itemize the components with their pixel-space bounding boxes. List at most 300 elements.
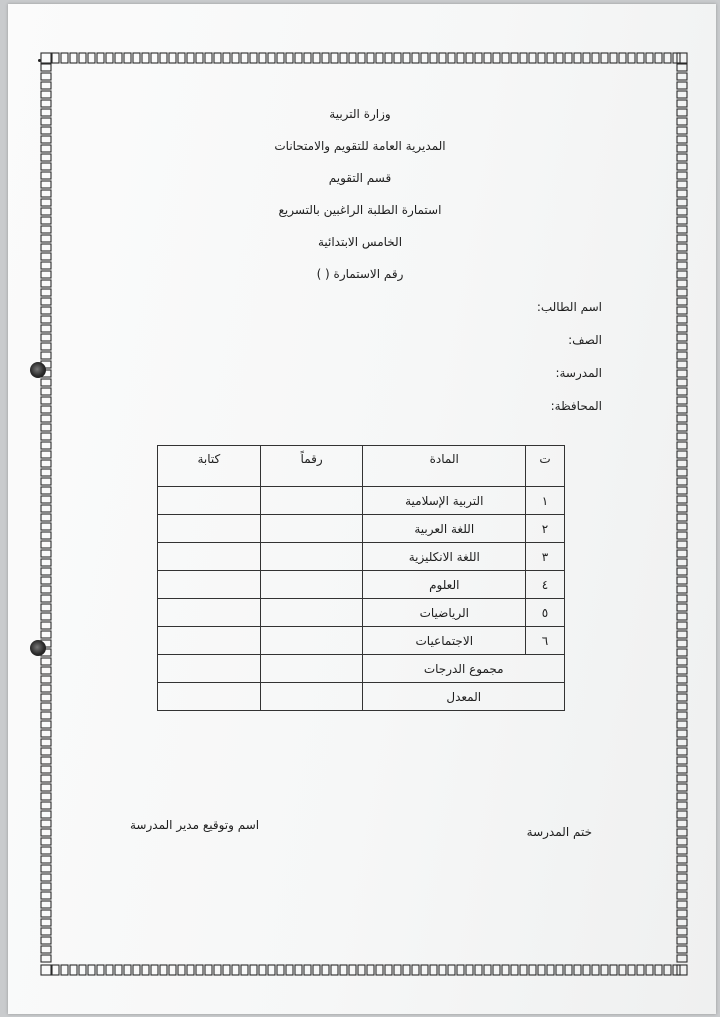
border-link	[41, 550, 51, 557]
border-link	[41, 658, 51, 665]
total-row	[158, 655, 565, 683]
border-link	[41, 163, 51, 170]
border-link	[331, 53, 338, 63]
principal-signature-label: اسم وتوقيع مدير المدرسة	[130, 818, 260, 832]
border-link	[430, 965, 437, 975]
border-link	[223, 53, 230, 63]
form-header	[200, 103, 520, 295]
border-link	[277, 965, 284, 975]
border-link	[547, 965, 554, 975]
punch-hole-bottom	[30, 640, 46, 656]
border-link	[677, 415, 687, 422]
border-link	[664, 965, 671, 975]
border-link	[106, 965, 113, 975]
border-link	[466, 53, 473, 63]
border-link	[677, 874, 687, 881]
border-link	[677, 604, 687, 611]
border-link	[677, 217, 687, 224]
border-link	[41, 253, 51, 260]
border-link	[331, 965, 338, 975]
row-subject: الرياضيات	[363, 599, 526, 627]
punch-hole-top	[30, 362, 46, 378]
average-row	[158, 683, 565, 711]
border-link	[677, 361, 687, 368]
border-link	[592, 965, 599, 975]
border-link	[259, 53, 266, 63]
border-link	[187, 965, 194, 975]
border-link	[677, 487, 687, 494]
border-link	[677, 568, 687, 575]
border-link	[677, 856, 687, 863]
border-link	[79, 965, 86, 975]
border-link	[41, 757, 51, 764]
border-link	[677, 235, 687, 242]
border-link	[232, 53, 239, 63]
border-link	[421, 53, 428, 63]
border-link	[41, 226, 51, 233]
border-link	[196, 965, 203, 975]
border-link	[41, 73, 51, 80]
border-link	[637, 965, 644, 975]
border-link	[41, 829, 51, 836]
border-link	[439, 53, 446, 63]
border-link	[677, 550, 687, 557]
border-link	[592, 53, 599, 63]
border-link	[677, 64, 687, 71]
border-link	[677, 946, 687, 953]
border-link	[304, 965, 311, 975]
border-link	[41, 514, 51, 521]
border-link	[677, 451, 687, 458]
border-link	[133, 53, 140, 63]
row-number: ٥	[526, 599, 565, 627]
border-link	[511, 965, 518, 975]
border-link	[677, 748, 687, 755]
border-link	[41, 622, 51, 629]
border-link	[106, 53, 113, 63]
table-header-row	[158, 446, 565, 487]
border-link	[41, 127, 51, 134]
border-link	[41, 766, 51, 773]
border-link	[41, 64, 51, 71]
border-link	[41, 892, 51, 899]
border-link	[41, 505, 51, 512]
border-link	[313, 53, 320, 63]
border-link	[677, 892, 687, 899]
grade-numeric-cell[interactable]	[260, 515, 363, 543]
border-link	[41, 532, 51, 539]
border-link	[655, 53, 662, 63]
border-link	[61, 965, 68, 975]
directorate-title: المديرية العامة للتقويم والامتحانات	[274, 139, 446, 153]
border-link	[41, 793, 51, 800]
border-link	[484, 965, 491, 975]
border-link	[520, 53, 527, 63]
border-link	[41, 613, 51, 620]
grade-numeric-cell[interactable]	[260, 627, 363, 655]
border-link	[502, 965, 509, 975]
border-link	[385, 53, 392, 63]
border-link	[187, 53, 194, 63]
border-link	[169, 965, 176, 975]
row-subject: العلوم	[363, 571, 526, 599]
border-link	[610, 965, 617, 975]
border-link	[677, 595, 687, 602]
border-link	[41, 235, 51, 242]
border-link	[115, 965, 122, 975]
border-link	[565, 53, 572, 63]
border-link	[677, 253, 687, 260]
border-link	[367, 53, 374, 63]
border-link	[223, 965, 230, 975]
border-link	[677, 847, 687, 854]
border-link	[677, 784, 687, 791]
border-link	[677, 442, 687, 449]
border-link	[178, 53, 185, 63]
border-link	[677, 334, 687, 341]
border-link	[439, 965, 446, 975]
border-link	[677, 676, 687, 683]
border-link	[41, 919, 51, 926]
border-link	[457, 53, 464, 63]
border-link	[677, 307, 687, 314]
border-link	[677, 685, 687, 692]
border-link	[403, 965, 410, 975]
border-link	[677, 649, 687, 656]
border-link	[41, 262, 51, 269]
border-link	[41, 307, 51, 314]
border-link	[466, 965, 473, 975]
border-link	[41, 136, 51, 143]
border-link	[637, 53, 644, 63]
grade-numeric-cell[interactable]	[260, 487, 363, 515]
border-link	[677, 172, 687, 179]
form-number: رقم الاستمارة ( )	[316, 267, 404, 281]
border-link	[677, 829, 687, 836]
border-link	[295, 53, 302, 63]
grade-words-cell[interactable]	[158, 599, 261, 627]
border-link	[41, 847, 51, 854]
border-link	[677, 163, 687, 170]
border-link	[124, 53, 131, 63]
row-number: ٢	[526, 515, 565, 543]
border-link	[484, 53, 491, 63]
border-link	[677, 181, 687, 188]
border-link	[677, 199, 687, 206]
border-link	[520, 965, 527, 975]
table-row	[158, 599, 565, 627]
border-link	[677, 766, 687, 773]
border-link	[41, 280, 51, 287]
border-link	[529, 965, 536, 975]
border-link	[677, 91, 687, 98]
border-link	[41, 388, 51, 395]
header-subject: المادة	[363, 446, 526, 487]
border-link	[41, 397, 51, 404]
border-link	[41, 199, 51, 206]
border-link	[574, 53, 581, 63]
border-link	[502, 53, 509, 63]
border-link	[628, 53, 635, 63]
border-link	[358, 965, 365, 975]
border-link	[340, 53, 347, 63]
border-link	[677, 289, 687, 296]
border-link	[677, 118, 687, 125]
border-link	[677, 541, 687, 548]
header-numeric: رقماً	[260, 446, 363, 487]
border-link	[677, 226, 687, 233]
border-link	[677, 865, 687, 872]
border-link	[295, 965, 302, 975]
border-link	[41, 802, 51, 809]
border-link	[41, 460, 51, 467]
border-link	[41, 316, 51, 323]
border-link	[556, 53, 563, 63]
total-label: مجموع الدرجات	[363, 655, 565, 683]
border-link	[583, 53, 590, 63]
border-link	[41, 748, 51, 755]
student-name-label: اسم الطالب:	[536, 300, 602, 314]
grade-words-cell[interactable]	[158, 487, 261, 515]
border-link	[41, 676, 51, 683]
border-link	[677, 613, 687, 620]
border-link	[677, 757, 687, 764]
border-link	[322, 53, 329, 63]
border-link	[61, 53, 68, 63]
border-link	[610, 53, 617, 63]
row-subject: اللغة العربية	[363, 515, 526, 543]
border-link	[41, 965, 51, 975]
border-link	[41, 289, 51, 296]
school-label: المدرسة:	[555, 366, 602, 380]
border-link	[41, 577, 51, 584]
border-link	[160, 965, 167, 975]
total-numeric-cell[interactable]	[260, 655, 363, 683]
border-link	[241, 965, 248, 975]
border-link	[41, 703, 51, 710]
border-link	[677, 820, 687, 827]
border-link	[677, 136, 687, 143]
border-link	[677, 532, 687, 539]
ministry-title: وزارة التربية	[329, 107, 391, 121]
border-link	[358, 53, 365, 63]
border-link	[677, 919, 687, 926]
average-numeric-cell[interactable]	[260, 683, 363, 711]
border-link	[41, 604, 51, 611]
border-link	[385, 965, 392, 975]
grade-words-cell[interactable]	[158, 543, 261, 571]
border-link	[574, 965, 581, 975]
border-link	[655, 965, 662, 975]
border-link	[376, 53, 383, 63]
border-link	[41, 379, 51, 386]
border-link	[205, 53, 212, 63]
total-words-cell[interactable]	[158, 655, 261, 683]
border-link	[646, 53, 653, 63]
border-link	[677, 802, 687, 809]
border-link	[677, 73, 687, 80]
border-link	[286, 965, 293, 975]
border-link	[677, 109, 687, 116]
border-link	[151, 965, 158, 975]
grade-words-cell[interactable]	[158, 515, 261, 543]
border-link	[664, 53, 671, 63]
border-link	[412, 53, 419, 63]
border-link	[677, 469, 687, 476]
border-link	[41, 343, 51, 350]
border-link	[41, 883, 51, 890]
border-link	[677, 100, 687, 107]
border-link	[349, 53, 356, 63]
border-link	[41, 415, 51, 422]
class-label: الصف:	[568, 333, 602, 347]
border-link	[88, 53, 95, 63]
border-link	[601, 965, 608, 975]
border-link	[475, 53, 482, 63]
border-link	[41, 154, 51, 161]
border-link	[677, 559, 687, 566]
border-link	[70, 965, 77, 975]
border-link	[677, 388, 687, 395]
border-link	[376, 965, 383, 975]
border-link	[493, 965, 500, 975]
border-link	[41, 730, 51, 737]
border-link	[41, 667, 51, 674]
border-link	[41, 217, 51, 224]
row-subject: اللغة الانكليزية	[363, 543, 526, 571]
border-link	[41, 928, 51, 935]
grade-numeric-cell[interactable]	[260, 571, 363, 599]
border-link	[250, 965, 257, 975]
border-link	[250, 53, 257, 63]
border-link	[340, 965, 347, 975]
border-link	[142, 965, 149, 975]
border-link	[133, 965, 140, 975]
border-link	[41, 298, 51, 305]
border-link	[41, 712, 51, 719]
border-link	[41, 874, 51, 881]
border-link	[41, 586, 51, 593]
table-row	[158, 627, 565, 655]
border-link	[41, 172, 51, 179]
border-link	[475, 965, 482, 975]
border-link	[403, 53, 410, 63]
grade-level: الخامس الابتدائية	[317, 235, 403, 249]
border-link	[41, 694, 51, 701]
border-link	[151, 53, 158, 63]
row-number: ٤	[526, 571, 565, 599]
border-link	[677, 937, 687, 944]
row-subject: التربية الإسلامية	[363, 487, 526, 515]
border-link	[367, 965, 374, 975]
border-link	[115, 53, 122, 63]
border-link	[41, 190, 51, 197]
border-link	[619, 965, 626, 975]
border-link	[677, 622, 687, 629]
border-link	[160, 53, 167, 63]
border-link	[41, 901, 51, 908]
border-link	[41, 244, 51, 251]
border-link	[677, 910, 687, 917]
border-link	[214, 53, 221, 63]
border-link	[421, 965, 428, 975]
header-no: ت	[526, 446, 565, 487]
border-link	[538, 53, 545, 63]
border-link	[124, 965, 131, 975]
border-link	[52, 53, 59, 63]
border-link	[70, 53, 77, 63]
department-title: قسم التقويم	[328, 171, 392, 185]
border-link	[565, 965, 572, 975]
border-link	[41, 118, 51, 125]
border-link	[677, 631, 687, 638]
border-link	[322, 965, 329, 975]
border-link	[41, 424, 51, 431]
grade-words-cell[interactable]	[158, 627, 261, 655]
border-link	[41, 91, 51, 98]
grade-words-cell[interactable]	[158, 571, 261, 599]
border-link	[677, 145, 687, 152]
border-link	[41, 838, 51, 845]
border-link	[677, 694, 687, 701]
border-link	[41, 721, 51, 728]
border-link	[178, 965, 185, 975]
border-link	[41, 631, 51, 638]
border-link	[88, 965, 95, 975]
border-link	[142, 53, 149, 63]
border-link	[677, 883, 687, 890]
border-link	[41, 100, 51, 107]
border-link	[277, 53, 284, 63]
border-link	[677, 478, 687, 485]
border-link	[41, 496, 51, 503]
border-link	[41, 352, 51, 359]
border-link	[41, 541, 51, 548]
student-fields	[537, 300, 602, 432]
border-link	[169, 53, 176, 63]
border-link	[493, 53, 500, 63]
border-link	[677, 271, 687, 278]
border-link	[677, 955, 687, 962]
border-link	[677, 703, 687, 710]
border-link	[677, 901, 687, 908]
border-link	[677, 460, 687, 467]
form-title: استمارة الطلبة الراغبين بالتسريع	[278, 203, 442, 217]
row-number: ٦	[526, 627, 565, 655]
border-link	[677, 325, 687, 332]
border-link	[41, 865, 51, 872]
border-link	[259, 965, 266, 975]
border-link	[41, 820, 51, 827]
grade-numeric-cell[interactable]	[260, 543, 363, 571]
school-stamp-label: ختم المدرسة	[526, 825, 592, 839]
border-link	[41, 559, 51, 566]
border-link	[677, 433, 687, 440]
border-link	[79, 53, 86, 63]
border-link	[677, 379, 687, 386]
border-link	[677, 127, 687, 134]
border-link	[457, 965, 464, 975]
average-words-cell[interactable]	[158, 683, 261, 711]
border-link	[538, 965, 545, 975]
border-link	[677, 154, 687, 161]
border-link	[601, 53, 608, 63]
grade-numeric-cell[interactable]	[260, 599, 363, 627]
border-link	[41, 811, 51, 818]
border-link	[41, 406, 51, 413]
border-link	[268, 965, 275, 975]
border-link	[41, 271, 51, 278]
